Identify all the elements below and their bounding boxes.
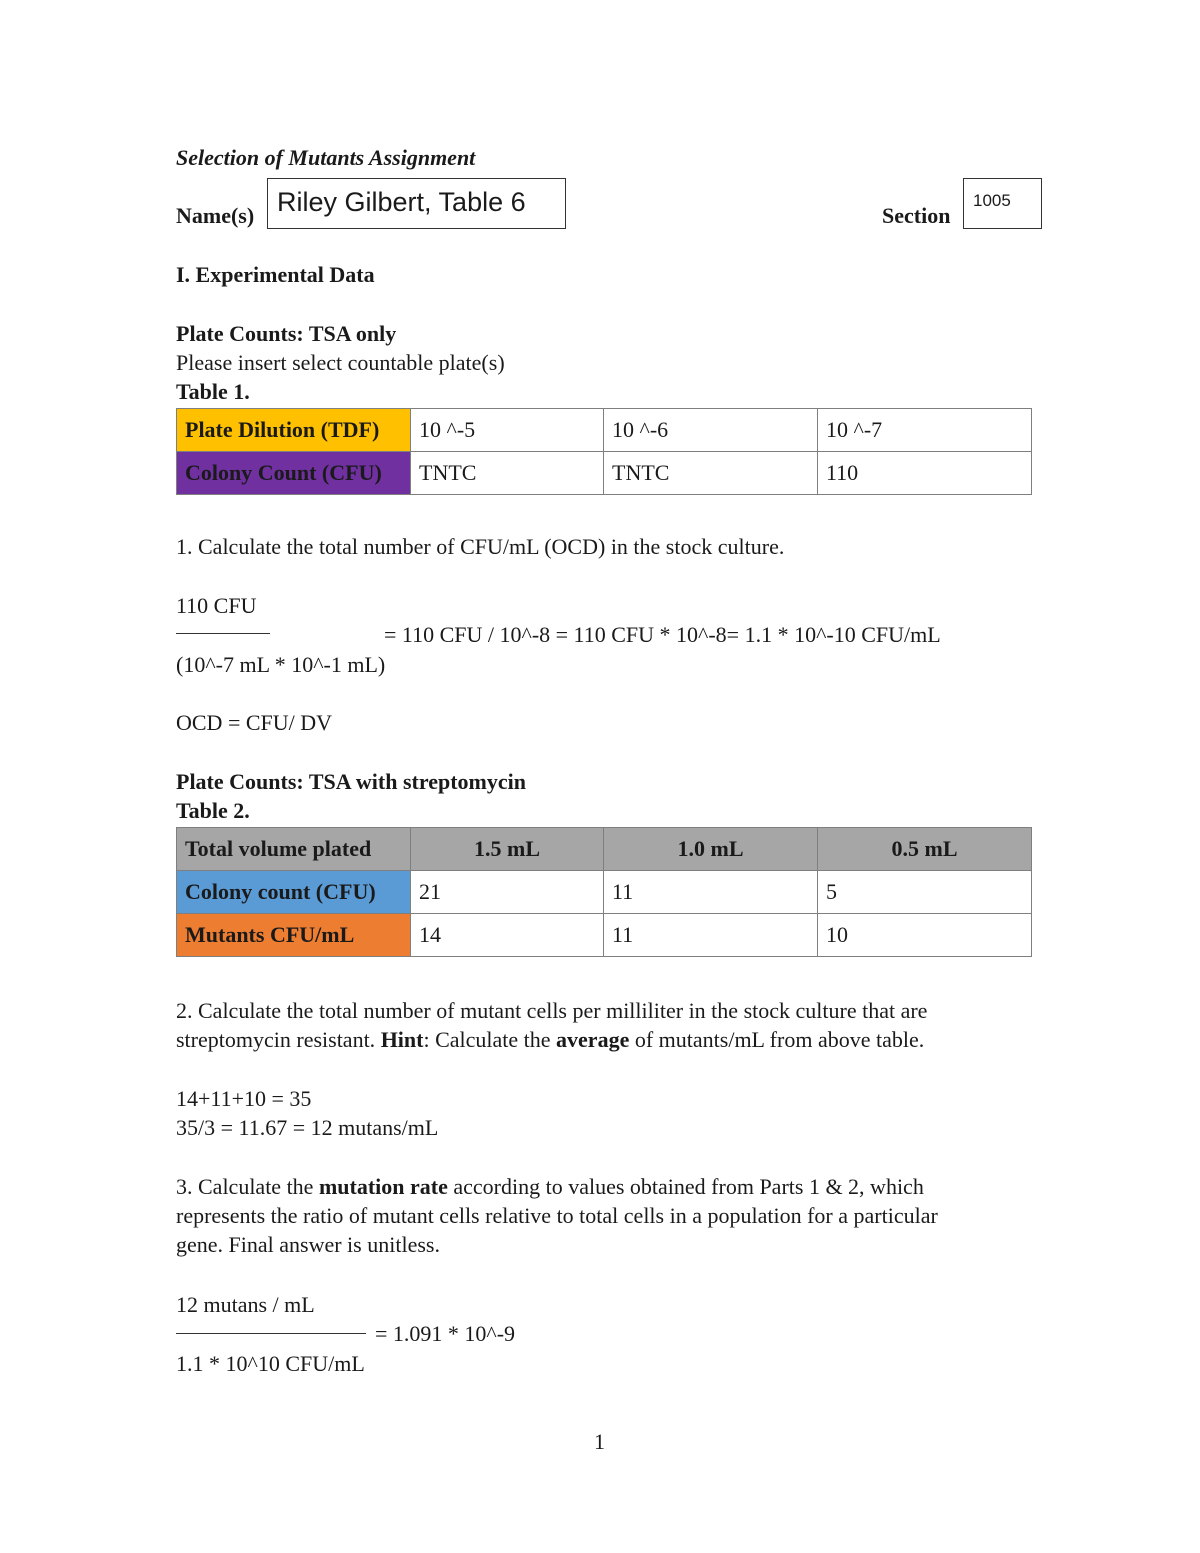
q3-text: 3. Calculate the xyxy=(176,1174,319,1199)
q3-mutation-rate-term: mutation rate xyxy=(318,1174,448,1199)
table2-cell: 11 xyxy=(604,914,818,957)
table2-cell: 14 xyxy=(411,914,604,957)
table1-cell: 10 ^-6 xyxy=(604,409,818,452)
names-label: Name(s) xyxy=(176,203,255,228)
q1-result: = 110 CFU / 10^-8 = 110 CFU * 10^-8= 1.1 * 10^-10 CFU/mL xyxy=(384,622,941,647)
names-value: Riley Gilbert, Table 6 xyxy=(277,187,526,217)
document-title: Selection of Mutants Assignment xyxy=(176,145,476,170)
q3-numerator: 12 mutans / mL xyxy=(176,1292,315,1317)
table2-row-label: Colony count (CFU) xyxy=(177,871,411,914)
q3-question-line1 xyxy=(176,1176,924,1198)
table2 xyxy=(176,827,1032,957)
table2-cell: 21 xyxy=(411,871,604,914)
table1-row-label: Colony Count (CFU) xyxy=(177,452,411,495)
q3-fraction-line xyxy=(176,1333,366,1334)
table1-cell: TNTC xyxy=(604,452,818,495)
table2-cell: 10 xyxy=(818,914,1032,957)
table1-cell: 110 xyxy=(818,452,1032,495)
section-label: Section xyxy=(882,203,951,228)
q2-text: : Calculate the xyxy=(423,1027,557,1052)
q2-question-line2 xyxy=(176,1029,924,1051)
q1-formula: OCD = CFU/ DV xyxy=(176,710,333,735)
table2-header-row xyxy=(177,828,1032,871)
table2-caption: Table 2. xyxy=(176,798,250,823)
section-field[interactable] xyxy=(963,178,1042,229)
table1-heading: Plate Counts: TSA only xyxy=(176,321,397,346)
q3-question-line2: represents the ratio of mutant cells relative to total cells in a population for a particular xyxy=(176,1203,938,1228)
q3-result: = 1.091 * 10^-9 xyxy=(375,1321,516,1346)
q2-question-line1: 2. Calculate the total number of mutant cells per milliliter in the stock culture that are xyxy=(176,998,928,1023)
table1-row xyxy=(177,409,1032,452)
q3-text: according to values obtained from Parts 1 & 2, which xyxy=(447,1174,924,1199)
table1-caption: Table 1. xyxy=(176,379,250,404)
table2-row-label: Mutants CFU/mL xyxy=(177,914,411,957)
table2-header-cell: Total volume plated xyxy=(177,828,411,871)
names-field[interactable] xyxy=(267,178,566,229)
q2-text: streptomycin resistant. xyxy=(176,1027,381,1052)
table1-cell: 10 ^-7 xyxy=(818,409,1032,452)
table1 xyxy=(176,408,1032,495)
q1-question: 1. Calculate the total number of CFU/mL (OCD) in the stock culture. xyxy=(176,534,785,559)
section-value: 1005 xyxy=(973,191,1011,210)
table2-row xyxy=(177,914,1032,957)
table1-row-label: Plate Dilution (TDF) xyxy=(177,409,411,452)
q1-denominator: (10^-7 mL * 10^-1 mL) xyxy=(176,652,386,677)
q2-answer-line2: 35/3 = 11.67 = 12 mutans/mL xyxy=(176,1115,439,1140)
q2-hint-label: Hint xyxy=(380,1027,424,1052)
q2-average-term: average xyxy=(556,1027,630,1052)
q1-fraction-line xyxy=(176,633,270,634)
table2-cell: 5 xyxy=(818,871,1032,914)
table1-instruction: Please insert select countable plate(s) xyxy=(176,350,505,375)
q2-answer-line1: 14+11+10 = 35 xyxy=(176,1086,312,1111)
q3-question-line3: gene. Final answer is unitless. xyxy=(176,1232,440,1257)
table2-cell: 11 xyxy=(604,871,818,914)
table1-row xyxy=(177,452,1032,495)
table2-header-cell: 0.5 mL xyxy=(818,828,1032,871)
table2-row xyxy=(177,871,1032,914)
page-number: 1 xyxy=(594,1429,605,1454)
q1-numerator: 110 CFU xyxy=(176,593,257,618)
table1-cell: 10 ^-5 xyxy=(411,409,604,452)
part1-heading: I. Experimental Data xyxy=(176,262,375,287)
table1-cell: TNTC xyxy=(411,452,604,495)
q2-text: of mutants/mL from above table. xyxy=(629,1027,925,1052)
table2-heading: Plate Counts: TSA with streptomycin xyxy=(176,769,526,794)
table2-header-cell: 1.0 mL xyxy=(604,828,818,871)
table2-header-cell: 1.5 mL xyxy=(411,828,604,871)
q3-denominator: 1.1 * 10^10 CFU/mL xyxy=(176,1351,365,1376)
